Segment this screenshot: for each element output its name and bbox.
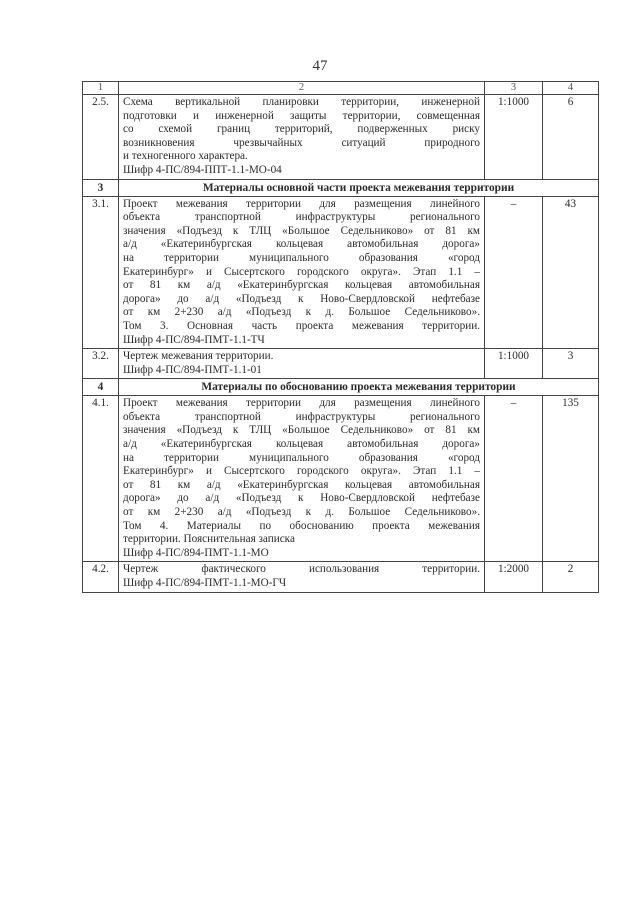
table-row <box>83 95 599 180</box>
table-row <box>83 349 599 379</box>
description-line: Том 4. Материалы по обоснованию проекта межевания <box>123 519 480 532</box>
section-title: Материалы по обоснованию проекта межевания территории <box>119 379 599 396</box>
description-line: со схемой границ территорий, подверженных риску <box>123 123 480 136</box>
description-line: значения «Подъезд к ТЛЦ «Большое Седельниково» от 81 км <box>123 424 480 437</box>
row-scale: – <box>485 196 543 349</box>
row-sheets: 2 <box>543 562 599 592</box>
description-line: возникновения чрезвычайных ситуаций природного <box>123 136 480 149</box>
row-sheets: 6 <box>543 95 599 180</box>
section-number: 4 <box>83 379 119 396</box>
row-number: 2.5. <box>83 95 119 180</box>
description-line: Том 3. Основная часть проекта межевания территории. <box>123 319 480 332</box>
description-line: на территории муниципального образования «город <box>123 251 480 264</box>
row-sheets: 43 <box>543 196 599 349</box>
description-line: объекта транспортной инфраструктуры регионального <box>123 410 480 423</box>
description-line: на территории муниципального образования «город <box>123 451 480 464</box>
description-line: Проект межевания территории для размещения линейного <box>123 397 480 410</box>
row-description <box>119 349 485 379</box>
row-number: 3.1. <box>83 196 119 349</box>
document-table <box>82 81 599 593</box>
row-description <box>119 396 485 562</box>
header-cell-number: 1 <box>83 82 119 95</box>
description-line: от 81 км а/д «Екатеринбургская кольцевая автомобильная <box>123 478 480 491</box>
table-row <box>83 396 599 562</box>
description-line: дорога» до а/д «Подъезд к Ново-Свердловской нефтебазе <box>123 292 480 305</box>
section-title: Материалы основной части проекта межевания территории <box>119 179 599 196</box>
row-sheets: 3 <box>543 349 599 379</box>
page-number: 47 <box>312 58 328 74</box>
row-scale: – <box>485 396 543 562</box>
description-line: а/д «Екатеринбургская кольцевая автомобильная дорога» <box>123 438 480 451</box>
description-line: подготовки и инженерной защиты территории, совмещенная <box>123 109 480 122</box>
table-row <box>83 562 599 592</box>
description-line: Проект межевания территории для размещения линейного <box>123 197 480 210</box>
row-scale: 1:2000 <box>485 562 543 592</box>
row-scale: 1:1000 <box>485 95 543 180</box>
table-body <box>83 82 599 593</box>
row-number: 3.2. <box>83 349 119 379</box>
row-scale: 1:1000 <box>485 349 543 379</box>
section-row <box>83 179 599 196</box>
row-description <box>119 95 485 180</box>
description-line: от 81 км а/д «Екатеринбургская кольцевая автомобильная <box>123 279 480 292</box>
description-line: Шифр 4-ПС/894-ППТ-1.1-МО-04 <box>123 163 282 176</box>
description-line: Шифр 4-ПС/894-ПМТ-1.1-МО-ГЧ <box>123 577 287 589</box>
header-cell-scale: 3 <box>485 82 543 95</box>
description-line: Чертеж фактического использования территории. <box>123 563 480 576</box>
description-line: от км 2+230 а/д «Подъезд к д. Большое Седельниково». <box>123 306 480 319</box>
row-sheets: 135 <box>543 396 599 562</box>
description-line: а/д «Екатеринбургская кольцевая автомобильная дорога» <box>123 238 480 251</box>
header-cell-sheets: 4 <box>543 82 599 95</box>
description-line: дорога» до а/д «Подъезд к Ново-Свердловской нефтебазе <box>123 492 480 505</box>
row-number: 4.2. <box>83 562 119 592</box>
table-header-row <box>83 82 599 95</box>
description-line: от км 2+230 а/д «Подъезд к д. Большое Седельниково». <box>123 506 480 519</box>
description-line: Шифр 4-ПС/894-ПМТ-1.1-01 <box>123 363 262 376</box>
description-line: Екатеринбург» и Сысертского городского округа». Этап 1.1 – <box>123 265 480 278</box>
description-line: Шифр 4-ПС/894-ПМТ-1.1-МО <box>123 546 269 559</box>
description-line: Шифр 4-ПС/894-ПМТ-1.1-ТЧ <box>123 333 265 346</box>
table-row <box>83 196 599 349</box>
header-cell-description: 2 <box>119 82 485 95</box>
description-line: Чертеж межевания территории. <box>123 350 274 363</box>
row-number: 4.1. <box>83 396 119 562</box>
section-number: 3 <box>83 179 119 196</box>
description-line: и техногенного характера. <box>123 150 248 163</box>
description-line: Схема вертикальной планировки территории, инженерной <box>123 96 480 108</box>
row-description <box>119 562 485 592</box>
description-line: объекта транспортной инфраструктуры регионального <box>123 211 480 224</box>
description-line: значения «Подъезд к ТЛЦ «Большое Седельниково» от 81 км <box>123 224 480 237</box>
row-description <box>119 196 485 349</box>
description-line: территории. Пояснительная записка <box>123 533 295 546</box>
description-line: Екатеринбург» и Сысертского городского округа». Этап 1.1 – <box>123 465 480 478</box>
section-row <box>83 379 599 396</box>
